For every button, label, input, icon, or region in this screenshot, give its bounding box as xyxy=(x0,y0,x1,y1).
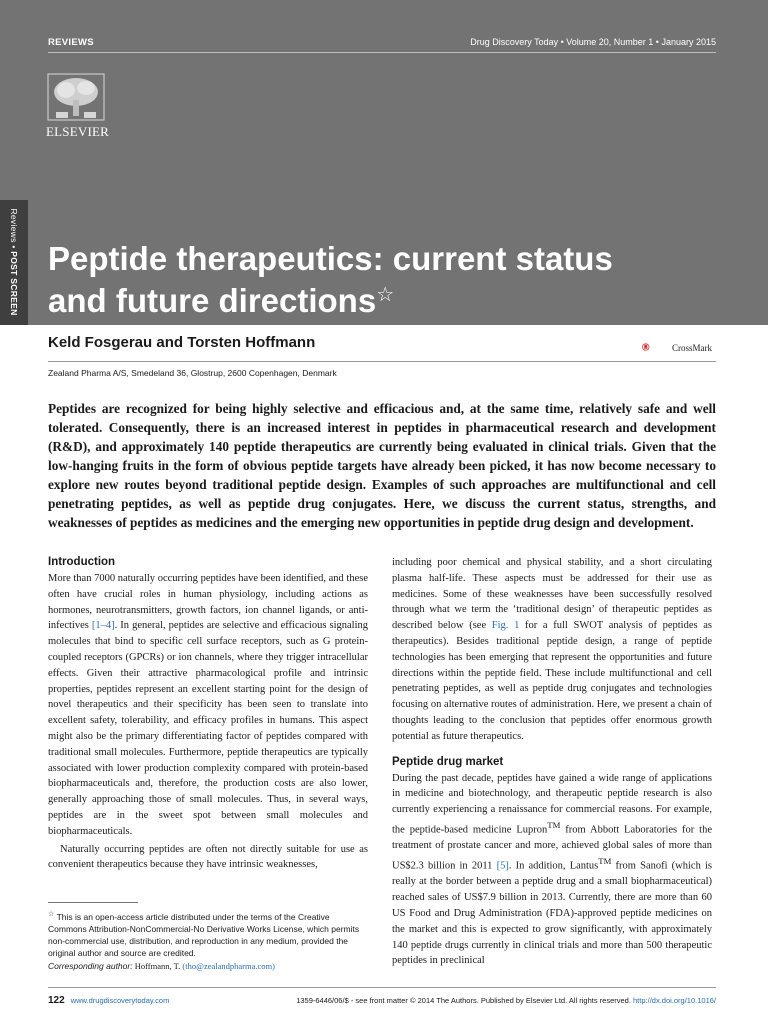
market-heading: Peptide drug market xyxy=(392,755,504,768)
section-label: REVIEWS xyxy=(48,37,94,48)
license-note: ☆ This is an open-access article distributed under the terms of the Creative Commons Attribution-NonCommercial-No Derivative Works License, which permits non-commercial use, distribution, and reproduction in any medium, provided the original author and source are credited. xyxy=(48,910,360,959)
page-number: 122 xyxy=(48,995,65,1006)
title-star-icon: ☆ xyxy=(376,284,395,306)
title-line-1: Peptide therapeutics: current status xyxy=(48,240,613,277)
fig-1-link[interactable]: Fig. 1 xyxy=(491,620,520,632)
side-tab-text: Reviews • POST SCREEN xyxy=(9,208,19,316)
article-title xyxy=(48,238,708,322)
footnote xyxy=(48,908,368,972)
ref-link-5[interactable]: [5] xyxy=(496,860,509,872)
doi-link[interactable]: http://dx.doi.org/10.1016/ xyxy=(633,996,716,1005)
author-rule xyxy=(48,361,716,362)
crossmark-label[interactable]: CrossMark xyxy=(672,343,712,353)
publisher-name: ELSEVIER xyxy=(46,124,109,139)
title-line-2: and future directions☆ xyxy=(48,282,395,319)
intro-heading: Introduction xyxy=(48,556,116,568)
footer-rule xyxy=(48,987,716,988)
crossmark-icon[interactable] xyxy=(642,332,672,362)
journal-citation: Drug Discovery Today • Volume 20, Number 1 • January 2015 xyxy=(470,37,716,47)
ref-link-1-4[interactable]: [1–4] xyxy=(91,620,115,632)
footnote-rule xyxy=(48,902,138,903)
left-column xyxy=(48,555,368,873)
intro-paragraph-1: More than 7000 naturally occurring peptides have been identified, and these often have crucial roles in human physiology, including actions as hormones, neurotransmitters, growth factors, ion channel ligands, or anti-infectives [1–4]. In general, peptides are selective and efficacious signaling molecules that bind to specific cell surface receptors, such as G protein-coupled receptors (GPCRs) or ion channels, where they trigger intracellular effects. Given their attractive pharmacological profile and intrinsic properties, peptides represent an excellent starting point for the design of novel therapeutics and their specificity has been seen to translate into excellent safety, tolerability, and efficacy profiles in humans. This aspect might also be the primary differentiating factor of peptides compared with traditional small molecules. Furthermore, peptide therapeutics are typically associated with lower production complexity compared with protein-based biopharmaceuticals and, therefore, the production costs are also lower, generally approaching those of small molecules. Thus, in several ways, peptides are in the sweet spot between small molecules and biopharmaceuticals. xyxy=(48,573,368,837)
corresponding-author: Corresponding author: Hoffmann, T. (tho@zealandpharma.com) xyxy=(48,960,275,971)
header-rule xyxy=(48,52,716,53)
market-paragraph: During the past decade, peptides have gained a wide range of applications in medicine and biotechnology, and therapeutic peptide research is also currently experiencing a renaissance for commercial reasons. For example, the peptide-based medicine Lupron™ from Abbott Laboratories for the treatment of prostate cancer and more, achieved global sales of more than US$2.3 billion in 2011 [5]. In addition, Lantus™ from Sanofi (which is really at the border between a peptide drug and a small biopharmaceutical) reached sales of US$7.9 billion in 2013. Currently, there are more than 60 US Food and Drug Administration (FDA)-approved peptide medicines on the market and this is expected to grow significantly, with approximately 140 peptide drugs currently in clinical trials and more than 500 therapeutic peptides in preclinical xyxy=(392,772,712,967)
copyright-line: 1359-6446/06/$ - see front matter © 2014 The Authors. Published by Elsevier Ltd. All rights reserved. http://dx.doi.org/10.1016/ xyxy=(296,996,716,1005)
abstract: Peptides are recognized for being highly selective and efficacious and, at the same time, relatively safe and well tolerated. Consequently, there is an increased interest in peptides in pharmaceutical research and development (R&D), and approximately 140 peptide therapeutics are currently being evaluated in clinical trials. Given that the low-hanging fruits in the form of obvious peptide targets have already been picked, it has now become necessary to explore new routes beyond traditional peptide design. Examples of such approaches are multifunctional and cell penetrating peptides, as well as peptide drug conjugates. Here, we discuss the current status, strengths, and weaknesses of peptides as medicines and the emerging new opportunities in peptide drug design and development. xyxy=(48,401,716,530)
journal-site-link[interactable]: www.drugdiscoverytoday.com xyxy=(70,996,170,1005)
intro-paragraph-2: Naturally occurring peptides are often not directly suitable for use as convenient therapeutics because they have intrinsic weaknesses, xyxy=(48,843,368,871)
footer xyxy=(48,995,716,1006)
author-email-link[interactable]: (tho@zealandpharma.com) xyxy=(182,960,275,971)
affiliation: Zealand Pharma A/S, Smedeland 36, Glostrup, 2600 Copenhagen, Denmark xyxy=(48,368,337,378)
authors: Keld Fosgerau and Torsten Hoffmann xyxy=(48,334,316,351)
right-column xyxy=(392,555,712,969)
right-paragraph-1: including poor chemical and physical stability, and a short circulating plasma half-life. These aspects must be addressed for their use as medicines. Some of these weaknesses have been successfully resolved through what we term the ‘traditional design’ of therapeutic peptides as described below (see Fig. 1 for a full SWOT analysis of peptides as therapeutics). Besides traditional peptide design, a range of peptide technologies has been emerging that represent the opportunities and future directions within the peptide field. These include multifunctional and cell penetrating peptides, as well as peptide drug conjugates and technologies focusing on alternative routes of administration. Here, we present a chain of thoughts leading to the conclusion that peptides offer enormous growth potential as future therapeutics. xyxy=(392,557,712,742)
